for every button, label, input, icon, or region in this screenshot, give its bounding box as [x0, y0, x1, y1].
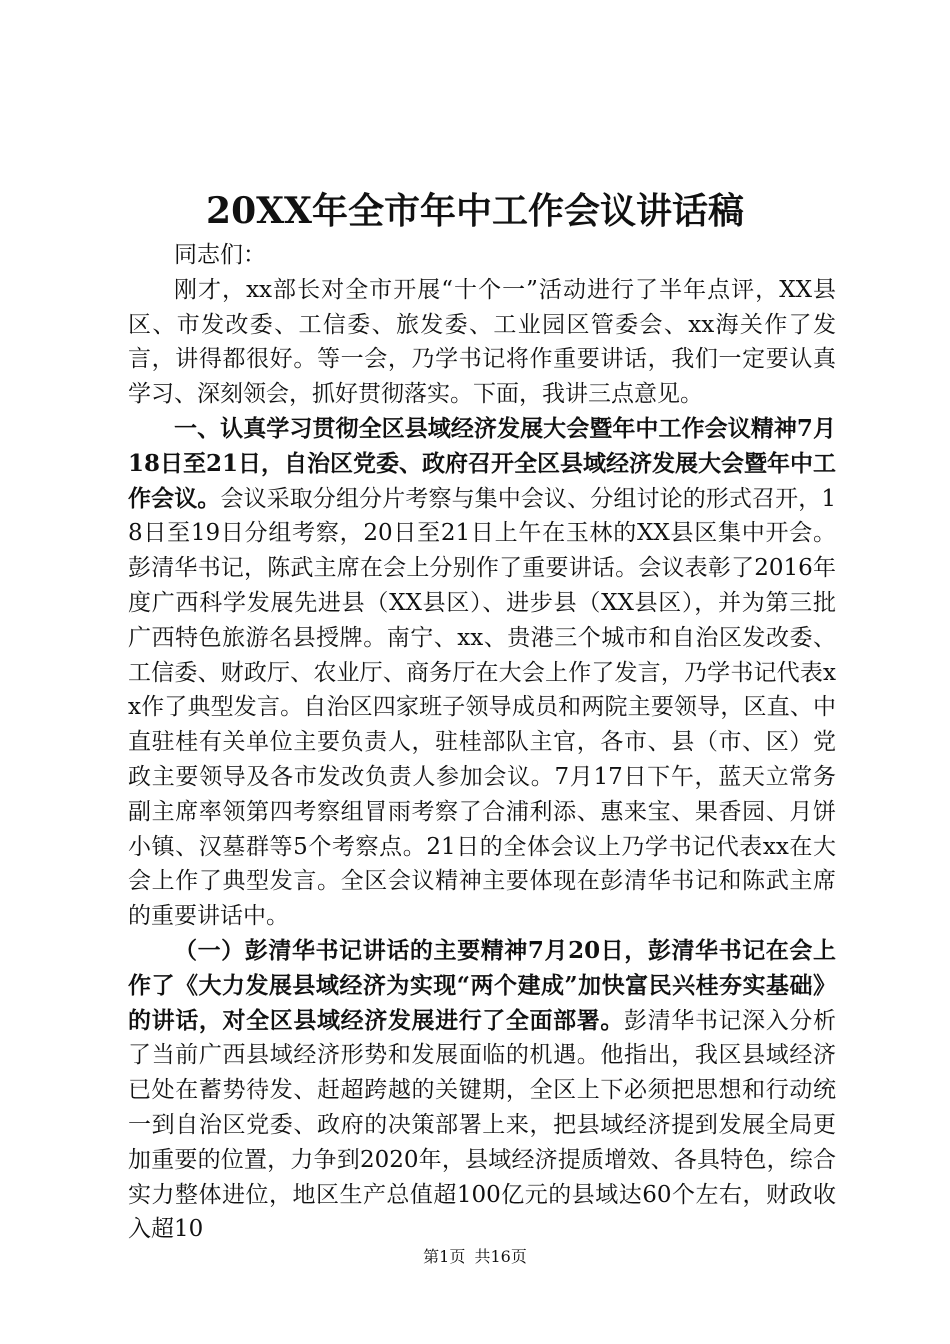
document-title: 20XX年全市年中工作会议讲话稿 — [206, 190, 744, 232]
paragraph-section-1-1 — [128, 934, 836, 1247]
section-1-1-heading: （一）彭清华书记讲话的主要精神7月20日，彭清华书记在会上作了《大力发展县域经济为实现“两个建成”加快富民兴桂夯实基础》的讲话，对全区县域经济发展进行了全面部署。 — [128, 936, 836, 1034]
page-footer — [0, 1246, 950, 1268]
section-1-1-body: 彭清华书记深入分析了当前广西县域经济形势和发展面临的机遇。他指出，我区县域经济已处在蓄势待发、赶超跨越的关键期，全区上下必须把思想和行动统一到自治区党委、政府的决策部署上来，把县域经济提到发展全局更加重要的位置，力争到2020年，县域经济提质增效、各具特色，综合实力整体进位，地区生产总值超100亿元的县域达60个左右，财政收入超10 — [128, 1007, 837, 1243]
paragraph-section-1 — [128, 412, 836, 934]
page-number: 第1页 — [423, 1247, 466, 1266]
page-total: 共16页 — [474, 1247, 527, 1266]
paragraph-intro: 刚才，xx部长对全市开展“十个一”活动进行了半年点评，XX县区、市发改委、工信委、旅发委、工业园区管委会、xx海关作了发言，讲得都很好。等一会，乃学书记将作重要讲话，我们一定要认真学习、深刻领会，抓好贯彻落实。下面，我讲三点意见。 — [128, 276, 836, 408]
salutation: 同志们： — [174, 242, 266, 268]
section-1-heading: 一、认真学习贯彻全区县域经济发展大会暨年中工作会议精神7月18日至21日，自治区党委、政府召开全区县域经济发展大会暨年中工作会议。 — [128, 414, 837, 512]
document-body — [128, 238, 836, 1247]
section-1-body: 会议采取分组分片考察与集中会议、分组讨论的形式召开，18日至19日分组考察，20日至21日上午在玉林的XX县区集中开会。彭清华书记，陈武主席在会上分别作了重要讲话。会议表彰了2016年度广西科学发展先进县（XX县区）、进步县（XX县区），并为第三批广西特色旅游名县授牌。南宁、xx、贵港三个城市和自治区发改委、工信委、财政厅、农业厅、商务厅在大会上作了发言，乃学书记代表xx作了典型发言。自治区四家班子领导成员和两院主要领导，区直、中直驻桂有关单位主要负责人，驻桂部队主官，各市、县（市、区）党政主要领导及各市发改负责人参加会议。7月17日下午，蓝天立常务副主席率领第四考察组冒雨考察了合浦利添、惠来宝、果香园、月饼小镇、汉墓群等5个考察点。21日的全体会议上乃学书记代表xx在大会上作了典型发言。全区会议精神主要体现在彭清华书记和陈武主席的重要讲话中。 — [128, 485, 836, 930]
